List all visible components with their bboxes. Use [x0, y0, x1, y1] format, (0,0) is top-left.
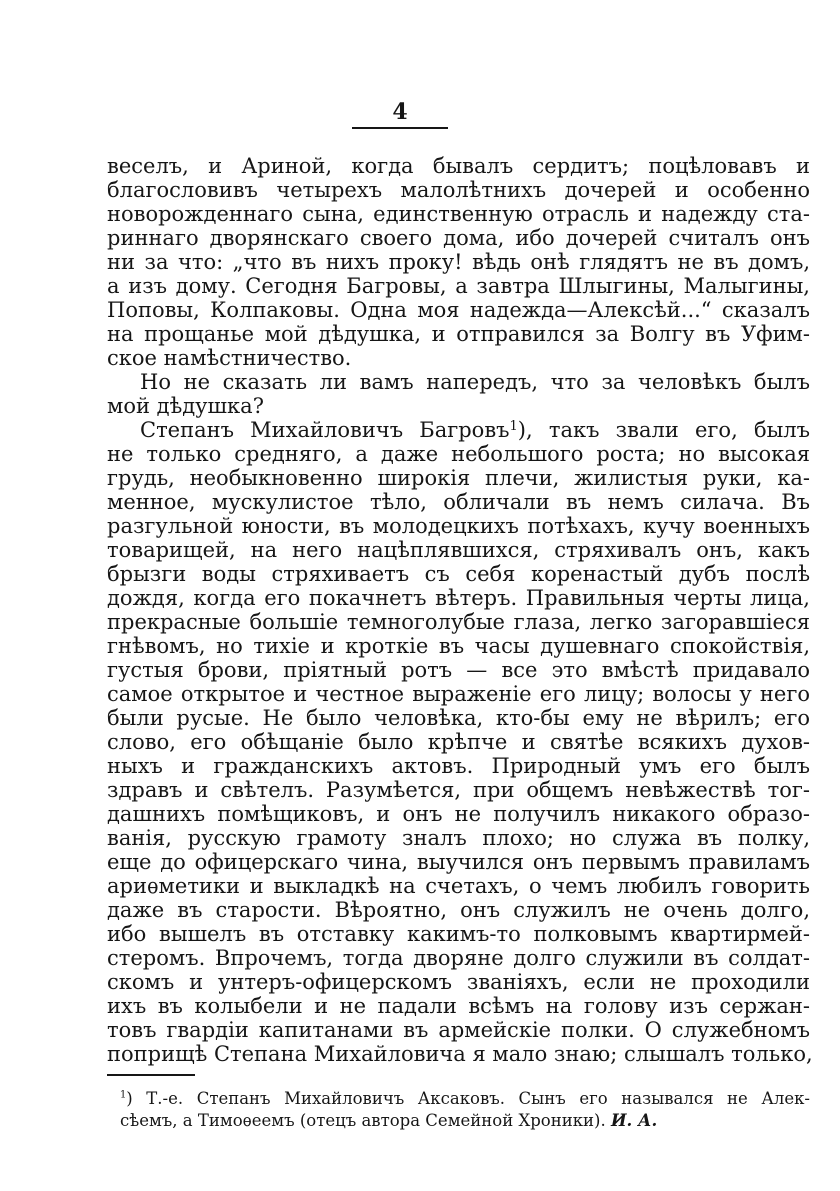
text-line: дождя, когда его покачнетъ вѣтеръ. Правильныя черты лица,	[107, 586, 810, 610]
text-line: поприщѣ Степана Михайловича я мало знаю; слышалъ только,	[107, 1042, 813, 1066]
text-line: на прощанье мой дѣдушка, и отправился за Волгу въ Уфим-	[107, 322, 810, 346]
text-line: товарищей, на него нацѣплявшихся, стряхивалъ онъ, какъ	[107, 538, 810, 562]
text-line: брызги воды стряхиваетъ съ себя коренастый дубъ послѣ	[107, 562, 810, 586]
text-line: самое открытое и честное выраженіе его лицу; волосы у него	[107, 682, 810, 706]
text-line: прекрасные большіе темноголубые глаза, легко загоравшіеся	[107, 610, 810, 634]
footnote-line	[120, 1088, 810, 1110]
text-line: ское намѣстничество.	[107, 346, 352, 370]
text-line: густыя брови, пріятный ротъ — все это вмѣстѣ придавало	[107, 658, 810, 682]
text-line: веселъ, и Ариной, когда бывалъ сердитъ; поцѣловавъ и	[107, 154, 810, 178]
paragraph-start-line: Но не сказать ли вамъ напередъ, что за человѣкъ былъ	[140, 370, 810, 394]
footnote-marker: 1	[120, 1089, 127, 1101]
text-line: были русые. Не было человѣка, кто-бы ему не вѣрилъ; его	[107, 706, 810, 730]
text-line: здравъ и свѣтелъ. Разумѣется, при общемъ невѣжествѣ тог-	[107, 778, 810, 802]
text-line: ариѳметики и выкладкѣ на счетахъ, о чемъ любилъ говорить	[107, 874, 810, 898]
text-line: ни за что: „что въ нихъ проку! вѣдь онѣ глядятъ не въ домъ,	[107, 250, 810, 274]
text-line: скомъ и унтеръ-офицерскомъ званіяхъ, если не проходили	[107, 970, 810, 994]
text-line: мой дѣдушка?	[107, 394, 264, 418]
text-line: гнѣвомъ, но тихіе и кроткіе въ часы душевнаго спокойствія,	[107, 634, 810, 658]
footnote-text: ) Т.-е. Степанъ Михайловичъ Аксаковъ. Сынъ его назывался не Алек-	[126, 1089, 810, 1108]
text-line: еще до офицерскаго чина, выучился онъ первымъ правиламъ	[107, 850, 810, 874]
text-line: риннаго дворянскаго своего дома, ибо дочерей считалъ онъ	[107, 226, 810, 250]
text-line: товъ гвардіи капитанами въ армейскіе полки. О служебномъ	[107, 1018, 810, 1042]
text-line: ванія, русскую грамоту зналъ плохо; но служа въ полку,	[107, 826, 810, 850]
header-rule	[352, 127, 448, 129]
footnote-author: И. А.	[610, 1111, 658, 1130]
text-line: даже въ старости. Вѣроятно, онъ служилъ не очень долго,	[107, 898, 810, 922]
page-number: 4	[392, 99, 408, 125]
text-line: разгульной юности, въ молодецкихъ потѣхахъ, кучу военныхъ	[107, 514, 810, 538]
footnote-text: сѣемъ, а Тимоѳеемъ (отецъ автора Семейной Хроники).	[120, 1111, 606, 1130]
text-line: благословивъ четырехъ малолѣтнихъ дочерей и особенно	[107, 178, 810, 202]
text-line: ныхъ и гражданскихъ актовъ. Природный умъ его былъ	[107, 754, 810, 778]
text-line: ихъ въ колыбели и не падали всѣмъ на голову изъ сержан-	[107, 994, 810, 1018]
text-line: менное, мускулистое тѣло, обличали въ немъ силача. Въ	[107, 490, 810, 514]
text-line: новорожденнаго сына, единственную отрасль и надежду ста-	[107, 202, 810, 226]
text-segment: ), такъ звали его, былъ	[517, 418, 811, 442]
text-line: грудь, необыкновенно широкія плечи, жилистыя руки, ка-	[107, 466, 810, 490]
text-line: Поповы, Колпаковы. Одна моя надежда—Алексѣй...“ сказалъ	[107, 298, 810, 322]
text-line: дашнихъ помѣщиковъ, и онъ не получилъ никакого образо-	[107, 802, 810, 826]
footnote-separator	[107, 1074, 195, 1076]
text-line: не только средняго, а даже небольшого роста; но высокая	[107, 442, 810, 466]
text-line: слово, его обѣщаніе было крѣпче и святѣе всякихъ духов-	[107, 730, 810, 754]
text-line: стеромъ. Впрочемъ, тогда дворяне долго служили въ солдат-	[107, 946, 810, 970]
text-line: а изъ дому. Сегодня Багровы, а завтра Шлыгины, Малыгины,	[107, 274, 810, 298]
footnote-reference[interactable]: 1	[509, 419, 518, 434]
text-segment: Степанъ Михайловичъ Багровъ	[140, 418, 510, 442]
footnote-line	[120, 1110, 657, 1132]
text-line: ибо вышелъ въ отставку какимъ-то полковымъ квартирмей-	[107, 922, 810, 946]
